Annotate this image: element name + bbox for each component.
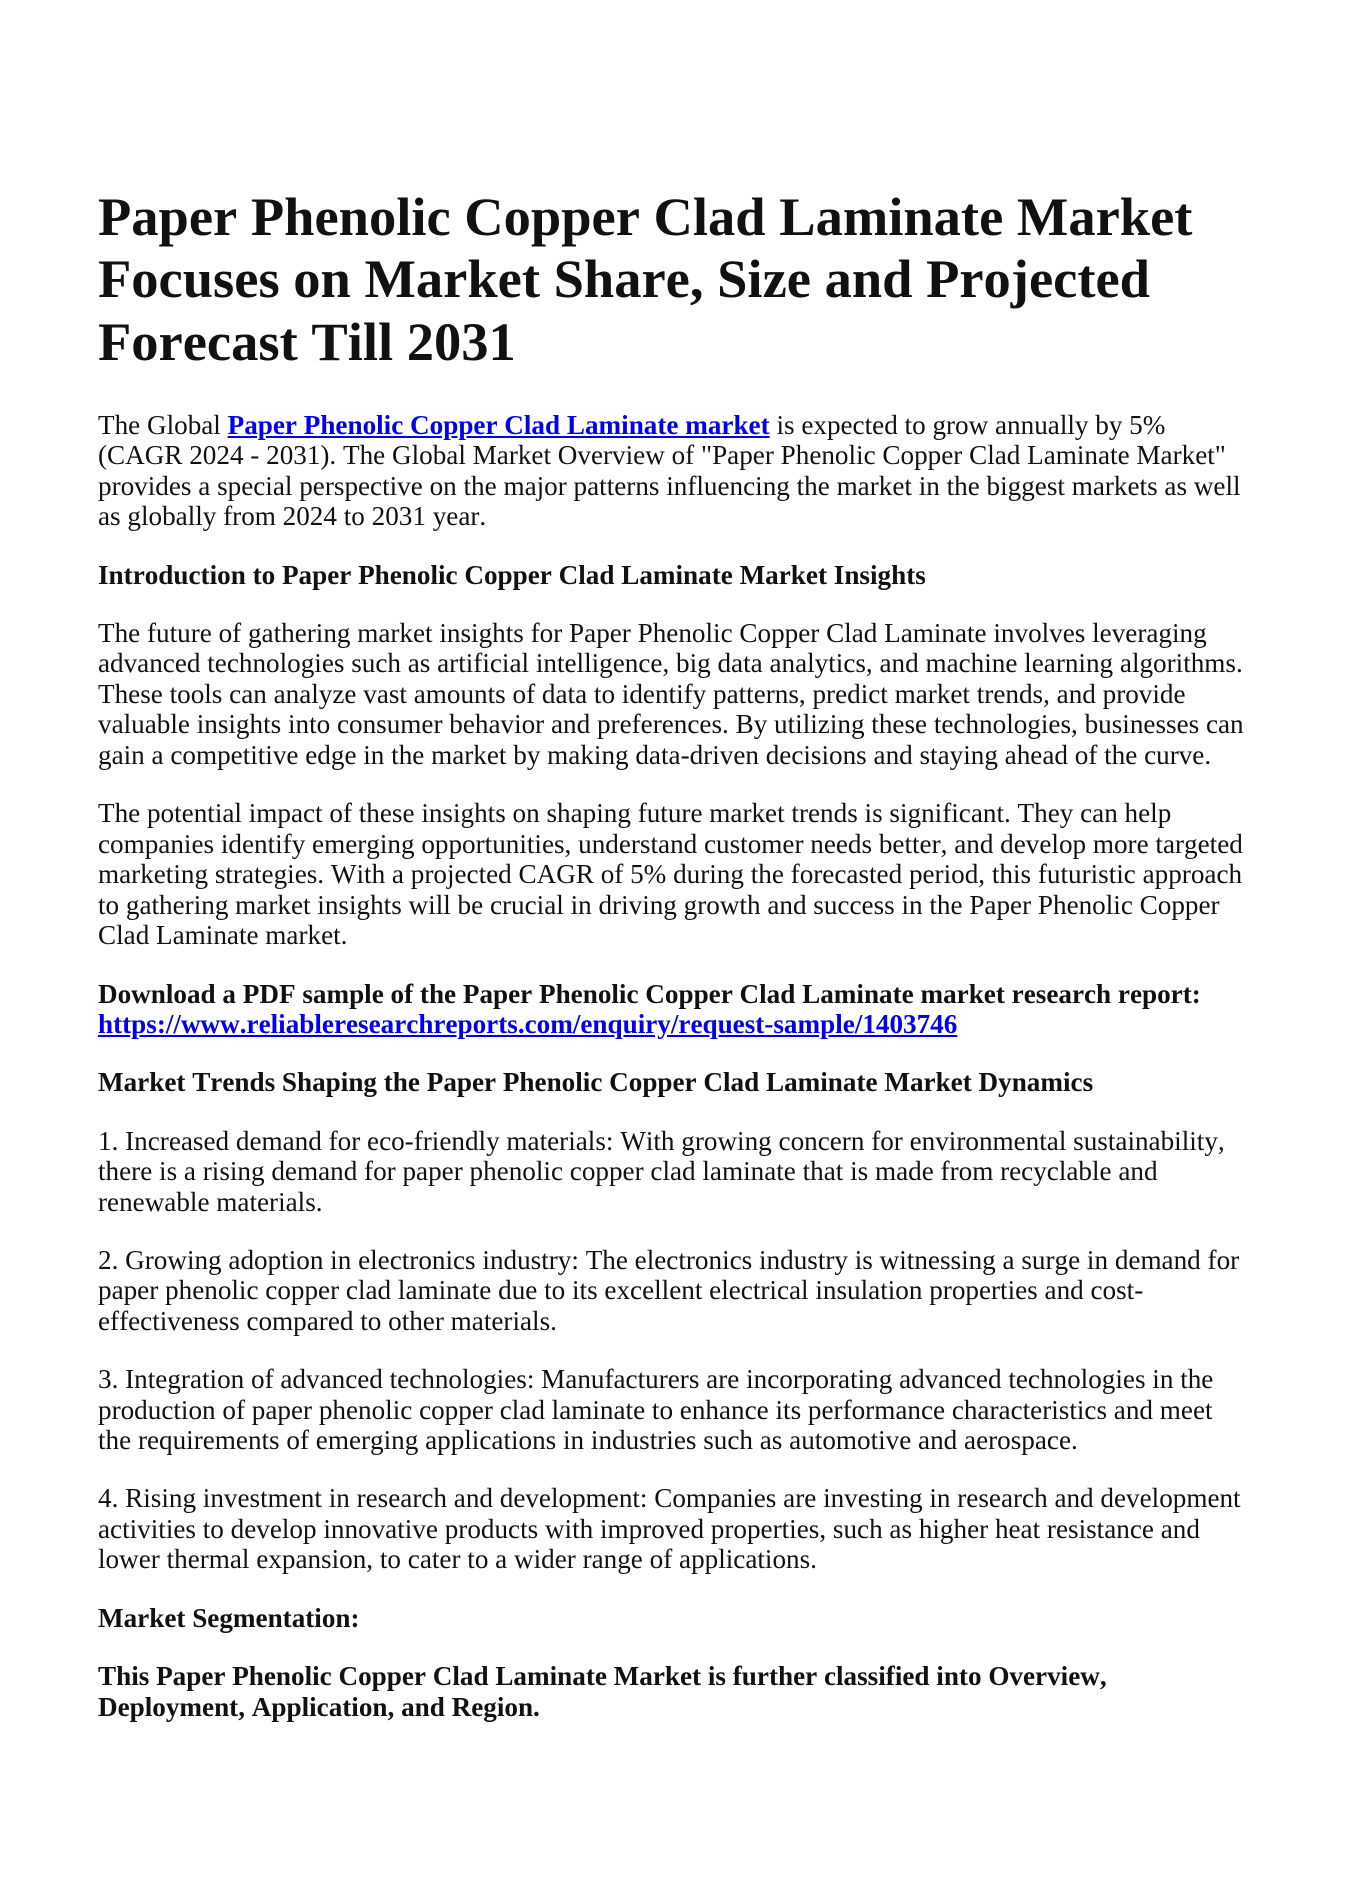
insights-heading: Introduction to Paper Phenolic Copper Clad Laminate Market Insights [98,559,926,590]
document-page [98,186,1252,1750]
sample-download-paragraph [98,979,1252,1040]
trends-heading: Market Trends Shaping the Paper Phenolic Copper Clad Laminate Market Dynamics [98,1067,1094,1098]
trend-item: 4. Rising investment in research and development: Companies are investing in research and development activities to develop innovative products with improved properties, such as higher heat resistance and lower thermal expansion, to cater to a wider range of applications. [98,1483,1241,1575]
intro-paragraph [98,410,1252,532]
insights-paragraph: The future of gathering market insights for Paper Phenolic Copper Clad Laminate involves leveraging advanced technologies such as artificial intelligence, big data analytics, and machine learning algorithms. These tools can analyze vast amounts of data to identify patterns, predict market trends, and provide valuable insights into consumer behavior and preferences. By utilizing these technologies, businesses can gain a competitive edge in the market by making data-driven decisions and staying ahead of the curve. [98,617,1244,770]
trend-item: 3. Integration of advanced technologies: Manufacturers are incorporating advanced technologies in the production of paper phenolic copper clad laminate to enhance its performance characteristics and meet the requirements of emerging applications in industries such as automotive and aerospace. [98,1364,1214,1456]
page-title: Paper Phenolic Copper Clad Laminate Market Focuses on Market Share, Size and Projected Forecast Till 2031 [98,186,1193,372]
segmentation-heading: Market Segmentation: [98,1602,360,1633]
market-report-link[interactable]: Paper Phenolic Copper Clad Laminate market [227,409,770,440]
trend-item: 1. Increased demand for eco-friendly materials: With growing concern for environmental sustainability, there is a rising demand for paper phenolic copper clad laminate that is made from recyclable and renewable materials. [98,1125,1225,1217]
sample-request-link[interactable]: https://www.reliableresearchreports.com/enquiry/request-sample/1403746 [98,1009,958,1039]
sample-download-label: Download a PDF sample of the Paper Phenolic Copper Clad Laminate market research report: [98,978,1201,1009]
insights-paragraph: The potential impact of these insights on shaping future market trends is significant. They can help companies identify emerging opportunities, understand customer needs better, and develop more targeted marketing strategies. With a projected CAGR of 5% during the forecasted period, this futuristic approach to gathering market insights will be crucial in driving growth and success in the Paper Phenolic Copper Clad Laminate market. [98,798,1243,951]
segmentation-summary: This Paper Phenolic Copper Clad Laminate Market is further classified into Overview, Deployment, Application, and Region. [98,1661,1107,1722]
trend-item: 2. Growing adoption in electronics industry: The electronics industry is witnessing a surge in demand for paper phenolic copper clad laminate due to its excellent electrical insulation properties and cost-effectiveness compared to other materials. [98,1244,1240,1336]
intro-text-end: is expected to grow annually by 5% (CAGR 2024 - 2031). The Global Market Overview of "Paper Phenolic Copper Clad Laminate Market" provides a special perspective on the major patterns influencing the market in the biggest markets as well as globally from 2024 to 2031 year. [98,409,1241,532]
intro-text-start: The Global [98,409,228,440]
